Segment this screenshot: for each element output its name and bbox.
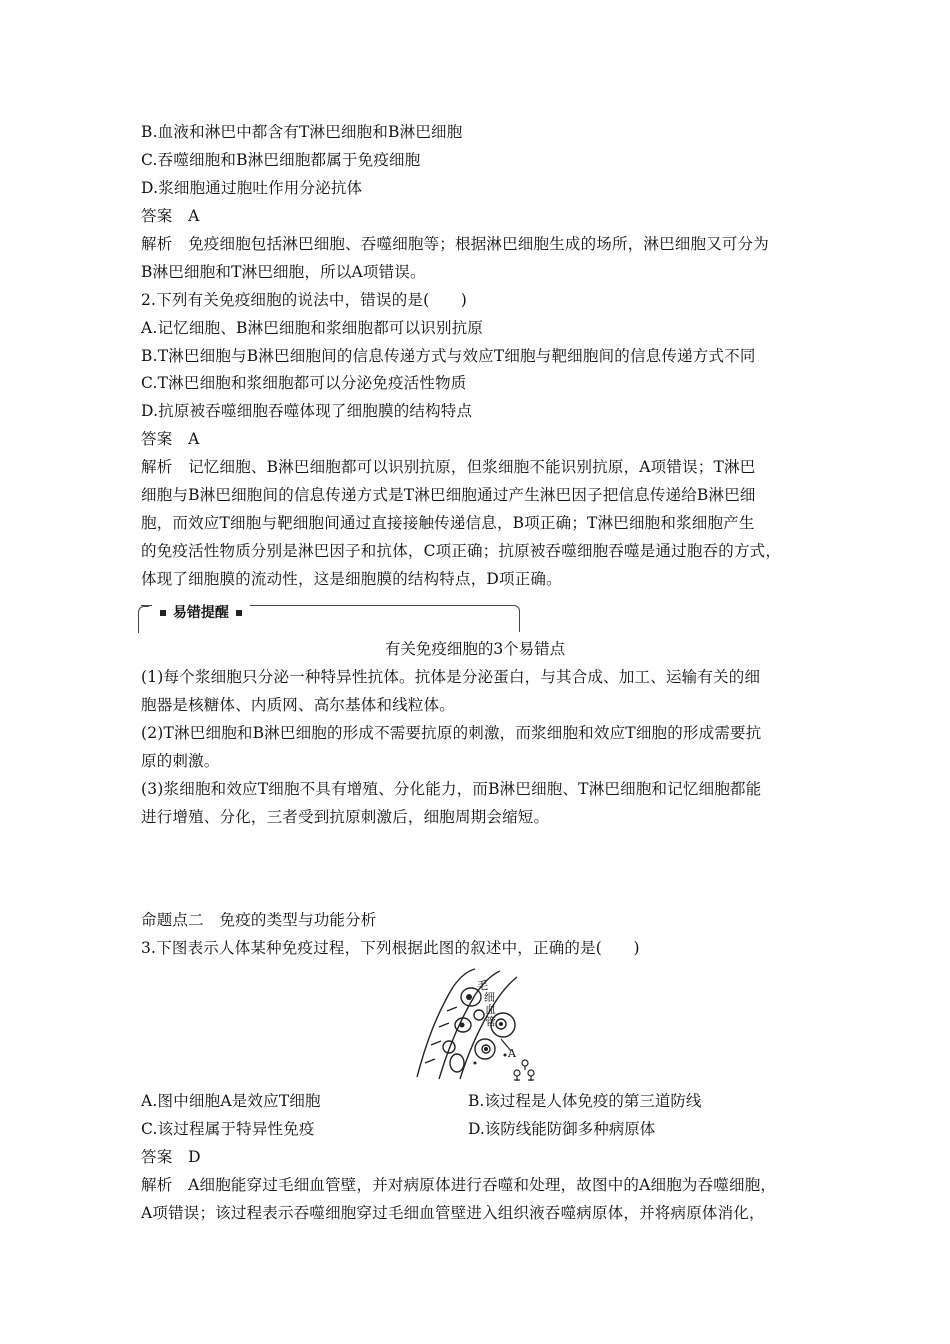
q2-option-d: D.抗原被吞噬细胞吞噬体现了细胞膜的结构特点 [141,402,473,420]
q2-option-c: C.T淋巴细胞和浆细胞都可以分泌免疫活性物质 [141,374,467,392]
figure-label: 血 [485,1003,496,1016]
q2-option-b: B.T淋巴细胞与B淋巴细胞间的信息传递方式与效应T细胞与靶细胞间的信息传递方式不同 [141,347,756,365]
section-title: 命题点二 免疫的类型与功能分析 [141,911,377,929]
q1-option-b: B.血液和淋巴中都含有T淋巴细胞和B淋巴细胞 [141,123,463,141]
tip-line: (3)浆细胞和效应T细胞不具有增殖、分化能力，而B淋巴细胞、T淋巴细胞和记忆细胞都能 [141,780,762,798]
q1-analysis-line: B淋巴细胞和T淋巴细胞，所以A项错误。 [141,263,426,281]
q3-option-b: B.该过程是人体免疫的第三道防线 [468,1092,702,1110]
tip-line: 胞器是核糖体、内质网、高尔基体和线粒体。 [141,696,456,714]
q2-answer: 答案 A [141,430,200,448]
figure-label: 管 [485,1015,496,1028]
immune-process-figure [405,967,565,1085]
q2-stem: 2.下列有关免疫细胞的说法中，错误的是( ) [141,291,467,309]
q2-analysis-line: 体现了细胞膜的流动性，这是细胞膜的结构特点，D项正确。 [141,570,562,588]
q2-analysis-line: 胞，而效应T细胞与靶细胞间通过直接接触传递信息，B项正确；T淋巴细胞和浆细胞产生 [141,514,755,532]
q3-option-a: A.图中细胞A是效应T细胞 [141,1092,321,1110]
q1-analysis-line: 解析 免疫细胞包括淋巴细胞、吞噬细胞等；根据淋巴细胞生成的场所，淋巴细胞又可分为 [141,235,770,253]
q3-option-c: C.该过程属于特异性免疫 [141,1120,315,1138]
q3-answer: 答案 D [141,1148,201,1166]
figure-label: A [508,1047,516,1060]
tip-label [152,605,250,621]
tip-line: 原的刺激。 [141,752,220,770]
tip-label-text: 易错提醒 [172,605,229,621]
figure-label: 细 [484,991,495,1004]
q3-stem: 3.下图表示人体某种免疫过程，下列根据此图的叙述中，正确的是( ) [141,939,640,957]
square-bullet-icon [160,610,166,616]
figure-label: 毛 [477,979,488,992]
tip-line: (2)T淋巴细胞和B淋巴细胞的形成不需要抗原的刺激，而浆细胞和效应T细胞的形成需要抗 [141,724,762,742]
q3-option-d: D.该防线能防御多种病原体 [468,1120,656,1138]
tip-title: 有关免疫细胞的3个易错点 [384,640,566,658]
q2-option-a: A.记忆细胞、B淋巴细胞和浆细胞都可以识别抗原 [141,319,484,337]
tip-line: (1)每个浆细胞只分泌一种特异性抗体。抗体是分泌蛋白，与其合成、加工、运输有关的细 [141,668,761,686]
tip-line: 进行增殖、分化，三者受到抗原刺激后，细胞周期会缩短。 [141,808,550,826]
q3-analysis-line: 解析 A细胞能穿过毛细血管壁，并对病原体进行吞噬和处理，故图中的A细胞为吞噬细胞， [141,1176,777,1194]
q3-analysis-line: A项错误；该过程表示吞噬细胞穿过毛细血管壁进入组织液吞噬病原体，并将病原体消化， [141,1204,765,1222]
square-bullet-icon [236,610,242,616]
q2-analysis-line: 解析 记忆细胞、B淋巴细胞都可以识别抗原，但浆细胞不能识别抗原，A项错误；T淋巴 [141,458,756,476]
q1-option-d: D.浆细胞通过胞吐作用分泌抗体 [141,179,363,197]
q1-answer: 答案 A [141,207,200,225]
q1-option-c: C.吞噬细胞和B淋巴细胞都属于免疫细胞 [141,151,421,169]
q2-analysis-line: 的免疫活性物质分别是淋巴因子和抗体，C项正确；抗原被吞噬细胞吞噬是通过胞吞的方式， [141,542,782,560]
q2-analysis-line: 细胞与B淋巴细胞间的信息传递方式是T淋巴细胞通过产生淋巴因子把信息传递给B淋巴细 [141,486,756,504]
